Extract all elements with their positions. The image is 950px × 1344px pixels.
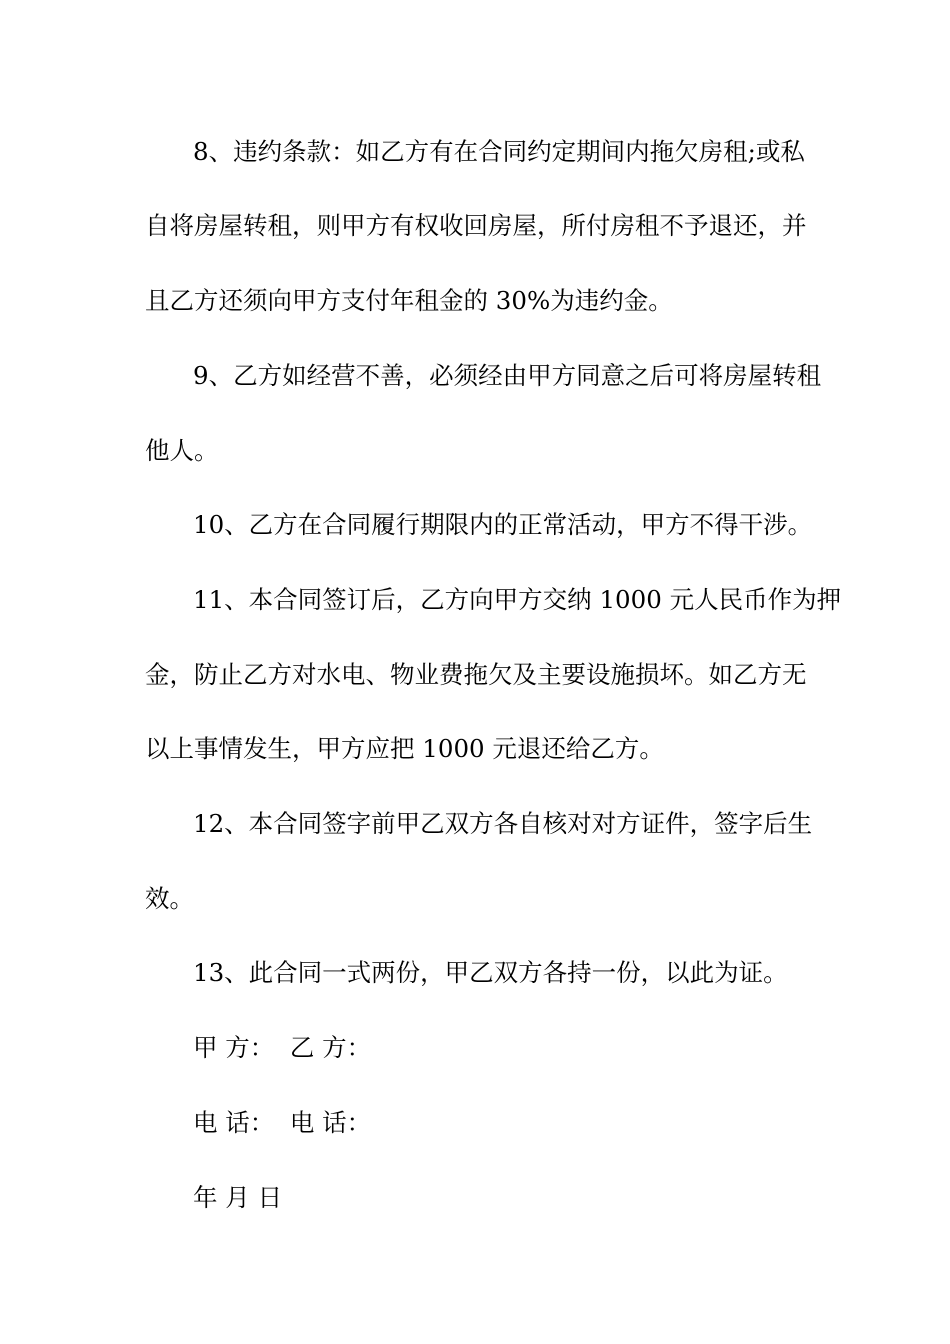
clause-10-line-1: 10、乙方在合同履行期限内的正常活动，甲方不得干涉。 [193, 510, 813, 539]
clause-9-line-1: 9、乙方如经营不善，必须经由甲方同意之后可将房屋转租 [193, 361, 822, 390]
clause-12-line-1: 12、本合同签字前甲乙双方各自核对对方证件，签字后生 [193, 809, 813, 838]
clause-8-line-2: 自将房屋转租，则甲方有权收回房屋，所付房租不予退还，并 [145, 211, 807, 240]
clause-11-line-1: 11、本合同签订后，乙方向甲方交纳 1000 元人民币作为押 [193, 585, 842, 614]
clause-12-line-2: 效。 [145, 884, 194, 913]
clause-13-line-1: 13、此合同一式两份，甲乙双方各持一份，以此为证。 [193, 958, 788, 987]
clause-11-line-2: 金，防止乙方对水电、物业费拖欠及主要设施损坏。如乙方无 [145, 660, 807, 689]
signature-phones: 电 话： 电 话： [193, 1108, 372, 1137]
clause-8-line-1: 8、违约条款：如乙方有在合同约定期间内拖欠房租;或私 [193, 137, 805, 166]
signature-date: 年 月 日 [193, 1183, 283, 1212]
signature-parties: 甲 方： 乙 方： [193, 1033, 372, 1062]
clause-11-line-3: 以上事情发生，甲方应把 1000 元退还给乙方。 [145, 734, 664, 763]
clause-8-line-3: 且乙方还须向甲方支付年租金的 30%为违约金。 [145, 286, 673, 315]
clause-9-line-2: 他人。 [145, 436, 219, 465]
